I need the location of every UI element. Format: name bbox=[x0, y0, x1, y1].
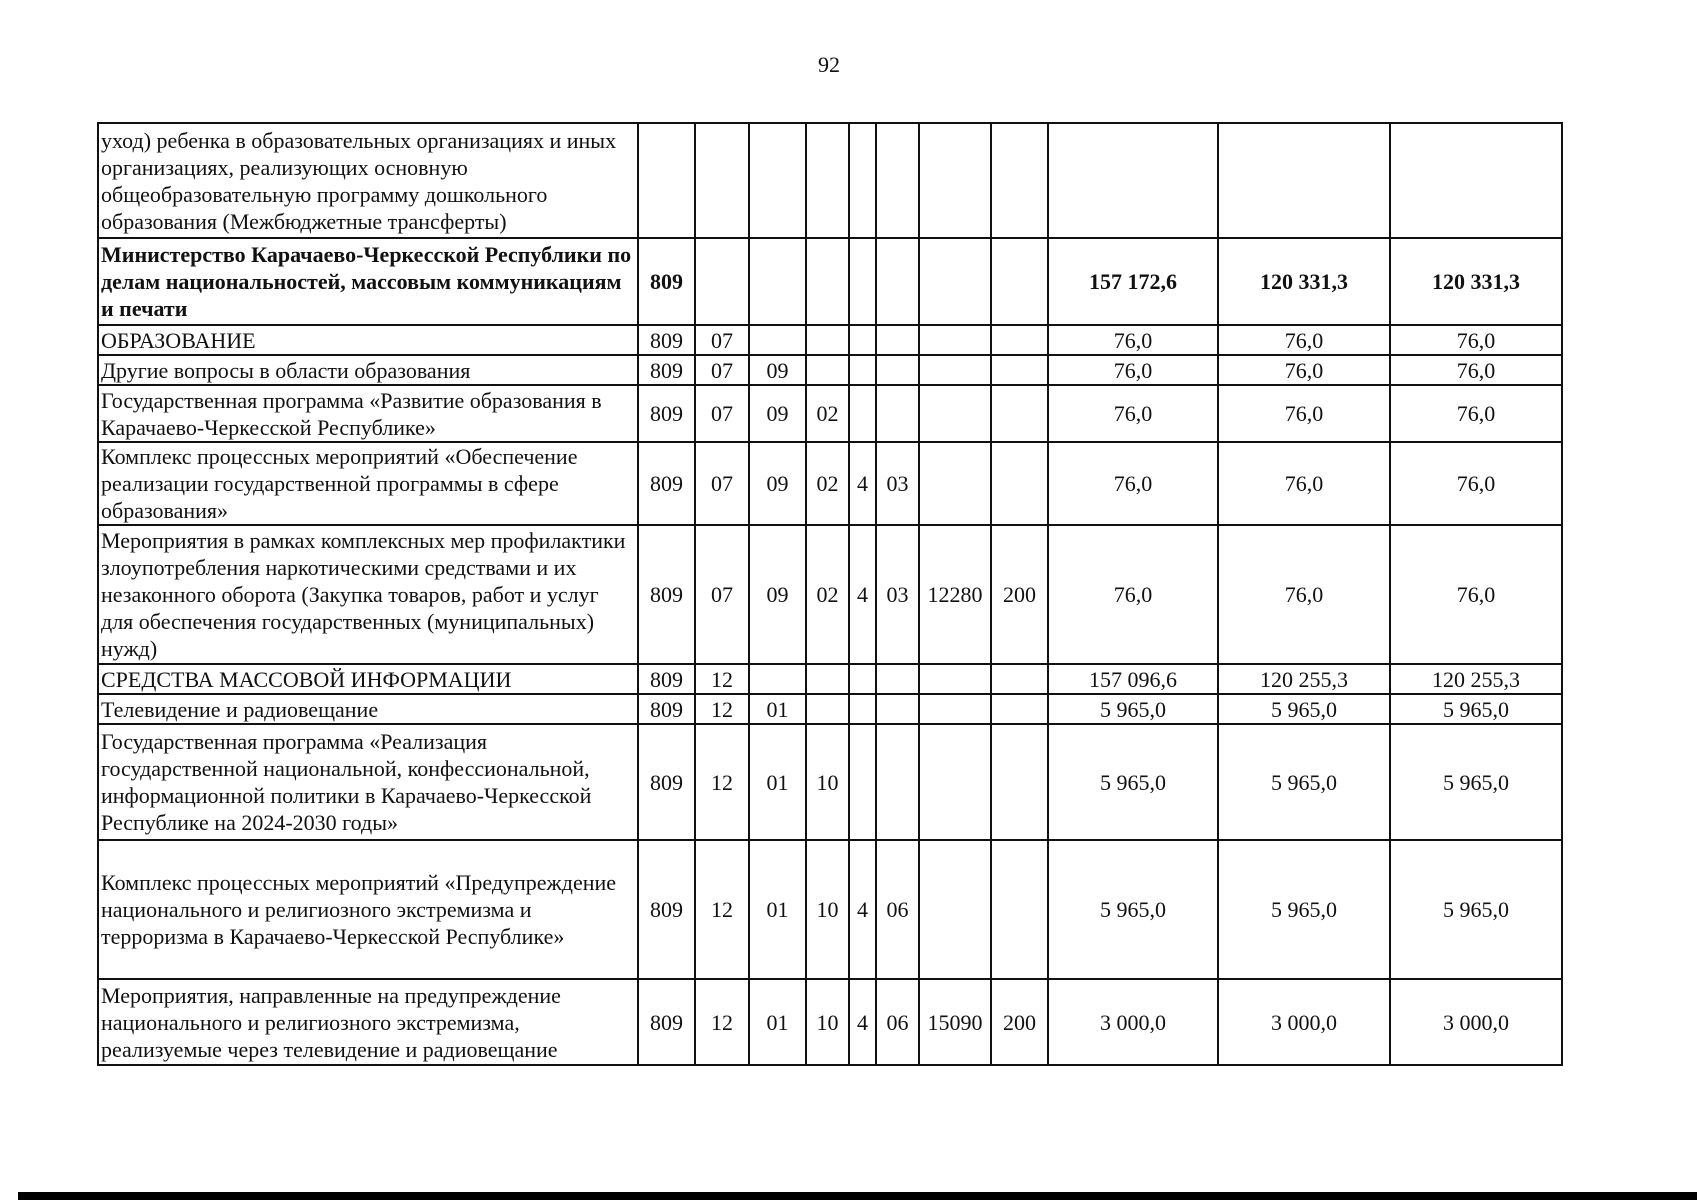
row-name: Другие вопросы в области образования bbox=[98, 355, 638, 385]
code-target bbox=[919, 385, 991, 442]
code-section: 07 bbox=[695, 325, 749, 355]
code-section: 12 bbox=[695, 694, 749, 724]
code-target bbox=[919, 694, 991, 724]
amount-year-3: 76,0 bbox=[1390, 325, 1562, 355]
table-row bbox=[98, 694, 1562, 724]
code-direction: 03 bbox=[876, 442, 919, 525]
row-name: ОБРАЗОВАНИЕ bbox=[98, 325, 638, 355]
code-section: 07 bbox=[695, 442, 749, 525]
amount-year-1: 76,0 bbox=[1048, 442, 1218, 525]
amount-year-2: 76,0 bbox=[1218, 525, 1390, 664]
table-row bbox=[98, 355, 1562, 385]
table-row bbox=[98, 664, 1562, 694]
code-type bbox=[849, 385, 876, 442]
code-direction bbox=[876, 123, 919, 238]
code-direction bbox=[876, 694, 919, 724]
code-expense-type bbox=[991, 694, 1048, 724]
code-type bbox=[849, 724, 876, 840]
code-section: 12 bbox=[695, 840, 749, 979]
code-admin: 809 bbox=[638, 664, 695, 694]
code-expense-type bbox=[991, 724, 1048, 840]
code-target bbox=[919, 123, 991, 238]
code-target bbox=[919, 664, 991, 694]
row-name: Телевидение и радиовещание bbox=[98, 694, 638, 724]
code-type: 4 bbox=[849, 525, 876, 664]
code-target bbox=[919, 724, 991, 840]
code-admin: 809 bbox=[638, 525, 695, 664]
amount-year-1: 5 965,0 bbox=[1048, 724, 1218, 840]
code-subsection: 09 bbox=[749, 442, 806, 525]
page-number: 92 bbox=[818, 52, 840, 77]
code-direction bbox=[876, 664, 919, 694]
row-name: Мероприятия, направленные на предупреждение национального и религиозного экстремизма, реализуемые через телевидение и радиовещание bbox=[98, 979, 638, 1065]
amount-year-2: 5 965,0 bbox=[1218, 694, 1390, 724]
amount-year-2: 76,0 bbox=[1218, 385, 1390, 442]
code-subsection bbox=[749, 238, 806, 325]
code-expense-type bbox=[991, 385, 1048, 442]
code-direction: 06 bbox=[876, 840, 919, 979]
amount-year-3: 76,0 bbox=[1390, 385, 1562, 442]
row-name: СРЕДСТВА МАССОВОЙ ИНФОРМАЦИИ bbox=[98, 664, 638, 694]
table-row bbox=[98, 325, 1562, 355]
table-row bbox=[98, 442, 1562, 525]
code-admin: 809 bbox=[638, 325, 695, 355]
table-row bbox=[98, 385, 1562, 442]
amount-year-3: 5 965,0 bbox=[1390, 694, 1562, 724]
table-row bbox=[98, 525, 1562, 664]
code-program bbox=[806, 694, 849, 724]
code-admin: 809 bbox=[638, 840, 695, 979]
amount-year-2: 5 965,0 bbox=[1218, 840, 1390, 979]
code-subsection bbox=[749, 325, 806, 355]
code-direction bbox=[876, 325, 919, 355]
code-admin: 809 bbox=[638, 238, 695, 325]
code-expense-type bbox=[991, 325, 1048, 355]
amount-year-2: 120 331,3 bbox=[1218, 238, 1390, 325]
amount-year-3: 5 965,0 bbox=[1390, 840, 1562, 979]
code-type bbox=[849, 694, 876, 724]
row-name: Государственная программа «Реализация государственной национальной, конфессиональной, информационной политики в Карачаево-Черкесской Республике на 2024-2030 годы» bbox=[98, 724, 638, 840]
code-target: 12280 bbox=[919, 525, 991, 664]
code-target bbox=[919, 840, 991, 979]
code-direction: 06 bbox=[876, 979, 919, 1065]
code-program bbox=[806, 238, 849, 325]
code-expense-type bbox=[991, 123, 1048, 238]
code-type bbox=[849, 664, 876, 694]
code-target bbox=[919, 238, 991, 325]
amount-year-2: 76,0 bbox=[1218, 325, 1390, 355]
code-target bbox=[919, 442, 991, 525]
code-expense-type bbox=[991, 664, 1048, 694]
code-admin: 809 bbox=[638, 724, 695, 840]
code-direction bbox=[876, 724, 919, 840]
code-section: 12 bbox=[695, 979, 749, 1065]
code-target bbox=[919, 325, 991, 355]
amount-year-3: 120 255,3 bbox=[1390, 664, 1562, 694]
code-subsection: 01 bbox=[749, 694, 806, 724]
amount-year-3 bbox=[1390, 123, 1562, 238]
table-row bbox=[98, 840, 1562, 979]
amount-year-1 bbox=[1048, 123, 1218, 238]
amount-year-3: 76,0 bbox=[1390, 355, 1562, 385]
amount-year-3: 120 331,3 bbox=[1390, 238, 1562, 325]
amount-year-3: 3 000,0 bbox=[1390, 979, 1562, 1065]
code-expense-type bbox=[991, 840, 1048, 979]
code-section: 12 bbox=[695, 724, 749, 840]
code-expense-type bbox=[991, 442, 1048, 525]
amount-year-3: 76,0 bbox=[1390, 525, 1562, 664]
code-subsection: 09 bbox=[749, 525, 806, 664]
budget-table bbox=[97, 122, 1563, 1066]
code-program: 10 bbox=[806, 979, 849, 1065]
code-section: 07 bbox=[695, 355, 749, 385]
code-direction bbox=[876, 385, 919, 442]
code-expense-type: 200 bbox=[991, 525, 1048, 664]
scan-edge-bar bbox=[18, 1192, 1697, 1200]
code-expense-type bbox=[991, 238, 1048, 325]
code-expense-type: 200 bbox=[991, 979, 1048, 1065]
code-admin: 809 bbox=[638, 979, 695, 1065]
code-admin bbox=[638, 123, 695, 238]
code-type: 4 bbox=[849, 979, 876, 1065]
table-row bbox=[98, 979, 1562, 1065]
code-admin: 809 bbox=[638, 442, 695, 525]
row-name: Министерство Карачаево-Черкесской Республики по делам национальностей, массовым коммуникациям и печати bbox=[98, 238, 638, 325]
amount-year-1: 76,0 bbox=[1048, 355, 1218, 385]
code-section bbox=[695, 123, 749, 238]
row-name: Комплекс процессных мероприятий «Обеспечение реализации государственной программы в сфере образования» bbox=[98, 442, 638, 525]
code-program bbox=[806, 123, 849, 238]
code-subsection: 01 bbox=[749, 724, 806, 840]
code-section: 07 bbox=[695, 525, 749, 664]
amount-year-2 bbox=[1218, 123, 1390, 238]
code-program: 10 bbox=[806, 724, 849, 840]
code-admin: 809 bbox=[638, 694, 695, 724]
amount-year-1: 157 172,6 bbox=[1048, 238, 1218, 325]
amount-year-1: 5 965,0 bbox=[1048, 694, 1218, 724]
code-program: 10 bbox=[806, 840, 849, 979]
amount-year-2: 76,0 bbox=[1218, 355, 1390, 385]
amount-year-2: 76,0 bbox=[1218, 442, 1390, 525]
amount-year-2: 5 965,0 bbox=[1218, 724, 1390, 840]
row-name: уход) ребенка в образовательных организациях и иных организациях, реализующих основную общеобразовательную программу дошкольного образования (Межбюджетные трансферты) bbox=[98, 123, 638, 238]
code-subsection bbox=[749, 123, 806, 238]
code-subsection: 01 bbox=[749, 840, 806, 979]
code-type bbox=[849, 238, 876, 325]
code-target: 15090 bbox=[919, 979, 991, 1065]
code-section bbox=[695, 238, 749, 325]
code-subsection: 01 bbox=[749, 979, 806, 1065]
table-row bbox=[98, 238, 1562, 325]
code-target bbox=[919, 355, 991, 385]
amount-year-1: 3 000,0 bbox=[1048, 979, 1218, 1065]
amount-year-1: 76,0 bbox=[1048, 385, 1218, 442]
code-program: 02 bbox=[806, 442, 849, 525]
code-subsection: 09 bbox=[749, 385, 806, 442]
code-type: 4 bbox=[849, 442, 876, 525]
amount-year-1: 76,0 bbox=[1048, 325, 1218, 355]
row-name: Мероприятия в рамках комплексных мер профилактики злоупотребления наркотическими средствами и их незаконного оборота (Закупка товаров, работ и услуг для обеспечения государственных (муниципальных) нужд) bbox=[98, 525, 638, 664]
table-row bbox=[98, 123, 1562, 238]
amount-year-1: 5 965,0 bbox=[1048, 840, 1218, 979]
code-section: 12 bbox=[695, 664, 749, 694]
amount-year-1: 157 096,6 bbox=[1048, 664, 1218, 694]
code-program: 02 bbox=[806, 385, 849, 442]
code-direction: 03 bbox=[876, 525, 919, 664]
row-name: Комплекс процессных мероприятий «Предупреждение национального и религиозного экстремизма и терроризма в Карачаево-Черкесской Республике» bbox=[98, 840, 638, 979]
table-body bbox=[98, 123, 1562, 1065]
code-program bbox=[806, 664, 849, 694]
code-program bbox=[806, 355, 849, 385]
code-section: 07 bbox=[695, 385, 749, 442]
code-expense-type bbox=[991, 355, 1048, 385]
code-type bbox=[849, 123, 876, 238]
code-subsection: 09 bbox=[749, 355, 806, 385]
code-admin: 809 bbox=[638, 355, 695, 385]
code-direction bbox=[876, 355, 919, 385]
amount-year-3: 5 965,0 bbox=[1390, 724, 1562, 840]
amount-year-2: 3 000,0 bbox=[1218, 979, 1390, 1065]
amount-year-1: 76,0 bbox=[1048, 525, 1218, 664]
table-row bbox=[98, 724, 1562, 840]
code-direction bbox=[876, 238, 919, 325]
amount-year-2: 120 255,3 bbox=[1218, 664, 1390, 694]
code-program bbox=[806, 325, 849, 355]
amount-year-3: 76,0 bbox=[1390, 442, 1562, 525]
code-type bbox=[849, 355, 876, 385]
code-subsection bbox=[749, 664, 806, 694]
code-type: 4 bbox=[849, 840, 876, 979]
code-program: 02 bbox=[806, 525, 849, 664]
row-name: Государственная программа «Развитие образования в Карачаево-Черкесской Республике» bbox=[98, 385, 638, 442]
code-admin: 809 bbox=[638, 385, 695, 442]
code-type bbox=[849, 325, 876, 355]
